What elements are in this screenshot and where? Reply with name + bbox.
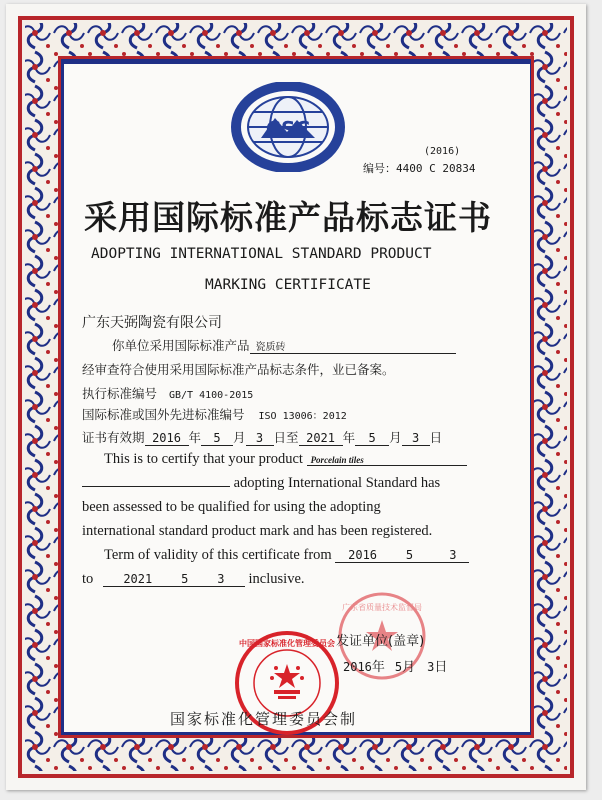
issue-date xyxy=(343,656,447,675)
validity-label: 证书有效期 xyxy=(82,430,145,445)
en-term-text: Term of validity of this certificate from xyxy=(104,547,332,563)
en-adopting-text: adopting International Standard has xyxy=(233,475,441,491)
unit-day: 日 xyxy=(429,430,443,445)
product-prefix: 你单位采用国际标准产品 xyxy=(112,338,250,353)
en-from-date: 2016 5 3 xyxy=(335,548,469,563)
national-seal-text: 中国国家标准化管理委员会 xyxy=(239,639,335,648)
title-chinese: 采用国际标准产品标志证书 xyxy=(84,198,492,237)
product-name: 瓷质砖 xyxy=(250,338,456,354)
company-name: 广东天弼陶瓷有限公司 xyxy=(82,315,222,331)
issue-unit-month: 月 xyxy=(402,660,416,675)
issuer-seal-text: 广东省质量技术监督局 xyxy=(342,603,422,612)
unit-month: 月 xyxy=(233,430,246,445)
validity-from-day: 3 xyxy=(246,431,274,446)
unit-year: 年 xyxy=(188,430,202,445)
issue-year: 2016 xyxy=(343,660,372,674)
exec-standard-label: 执行标准编号 xyxy=(82,386,158,401)
en-registered-text: international standard product mark and has been registered. xyxy=(82,523,433,539)
validity-to-year: 2021 xyxy=(299,431,343,446)
validity-row xyxy=(82,428,442,446)
en-assessed-text: been assessed to be qualified for using the adopting xyxy=(82,499,381,515)
csc-logo-icon xyxy=(231,82,345,172)
logo-text: CSC xyxy=(265,117,311,141)
en-to-text: to xyxy=(82,571,94,587)
unit-month-2: 月 xyxy=(389,430,402,445)
title-english-line1: ADOPTING INTERNATIONAL STANDARD PRODUCT xyxy=(91,246,432,262)
intl-standard-value: ISO 13006：2012 xyxy=(258,411,347,422)
validity-from-month: 5 xyxy=(201,431,233,446)
issuer-label: 发证单位(盖章) xyxy=(336,634,425,649)
issue-unit-year: 年 xyxy=(371,660,385,675)
year-code: (2016) xyxy=(424,146,461,157)
issue-month: 5 xyxy=(394,660,403,674)
validity-to-day: 3 xyxy=(402,431,430,446)
exec-standard-value: GB/T 4100-2015 xyxy=(169,390,254,401)
issue-unit-day: 日 xyxy=(434,660,448,675)
intl-standard-label: 国际标准或国外先进标准编号 xyxy=(82,407,245,422)
footer-issuer: 国家标准化管理委员会制 xyxy=(170,710,358,728)
en-inclusive-text: inclusive. xyxy=(248,571,305,587)
approval-text: 经审查符合使用采用国际标准产品标志条件，业已备案。 xyxy=(82,362,395,377)
en-to-date: 2021 5 3 xyxy=(103,572,245,587)
number-label: 编号： xyxy=(363,162,396,175)
unit-year-2: 年 xyxy=(342,430,356,445)
validity-to-month: 5 xyxy=(355,431,389,446)
title-english-line2: MARKING CERTIFICATE xyxy=(205,277,371,293)
certificate-number: 4400 C 20834 xyxy=(396,162,476,175)
unit-day-to: 日至 xyxy=(273,430,299,445)
validity-from-year: 2016 xyxy=(145,431,189,446)
issue-day: 3 xyxy=(427,660,435,674)
en-certify-text: This is to certify that your product xyxy=(104,451,303,467)
en-product-name: Porcelain tiles xyxy=(307,455,467,466)
en-blank-line xyxy=(82,486,230,487)
